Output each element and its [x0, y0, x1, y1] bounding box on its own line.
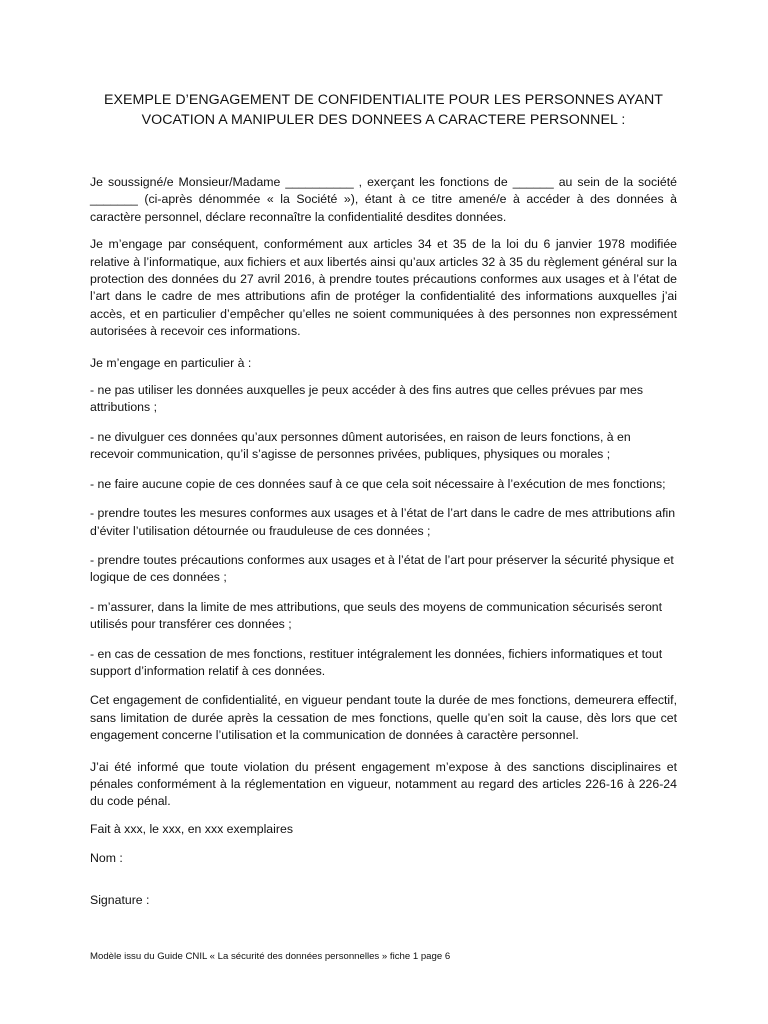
document-body: [90, 174, 677, 909]
list-item: - ne faire aucune copie de ces données sauf à ce que cela soit nécessaire à l’exécution de mes fonctions;: [90, 476, 666, 491]
intro-paragraph: Je soussigné/e Monsieur/Madame __________ , exerçant les fonctions de ______ au sein de la société _______ (ci-après dénommée « la Société »), étant à ce titre amené/e à accéder à des données à caractère personnel, déclare reconnaître la confidentialité desdites données.: [90, 175, 677, 224]
page-footer: Modèle issu du Guide CNIL « La sécurité des données personnelles » fiche 1 page 6: [90, 951, 451, 962]
list-item: - ne pas utiliser les données auxquelles je peux accéder à des fins autres que celles prévues par mes attributions ;: [90, 383, 643, 415]
document-title: [90, 90, 677, 130]
list-item: - ne divulguer ces données qu’aux personnes dûment autorisées, en raison de leurs fonctions, à en recevoir communication, qu’il s’agisse de personnes privées, publiques, physiques ou morales ;: [90, 429, 631, 462]
engagement-list: [90, 382, 677, 680]
signature-label: Signature :: [90, 892, 150, 907]
nom-label: Nom :: [90, 851, 123, 866]
duration-paragraph: Cet engagement de confidentialité, en vigueur pendant toute la durée de mes fonctions, demeurera effectif, sans limitation de durée après la cessation de mes fonctions, quelle qu’en soit la cause, dès lors que cet engagement concerne l’utilisation et la communication de données à caractère personnel.: [90, 693, 677, 743]
list-intro: Je m’engage en particulier à :: [90, 355, 252, 370]
list-item: - prendre toutes les mesures conformes aux usages et à l’état de l’art dans le cadre de mes attributions afin d’éviter l’utilisation détournée ou frauduleuse de ces données ;: [90, 506, 676, 538]
list-item: - en cas de cessation de mes fonctions, restituer intégralement les données, fichiers informatiques et tout support d’information relatif à ces données.: [90, 646, 663, 678]
sanctions-paragraph: J’ai été informé que toute violation du présent engagement m’expose à des sanctions disciplinaires et pénales conformément à la réglementation en vigueur, notamment au regard des articles 226-16 à 226-24 du code pénal.: [90, 759, 677, 809]
title-line-2: VOCATION A MANIPULER DES DONNEES A CARACTERE PERSONNEL :: [141, 112, 626, 128]
fait-line: Fait à xxx, le xxx, en xxx exemplaires: [90, 821, 293, 836]
engagement-paragraph: Je m’engage par conséquent, conformément aux articles 34 et 35 de la loi du 6 janvier 1978 modifiée relative à l’informatique, aux fichiers et aux libertés ainsi qu’aux articles 32 à 35 du règlement général sur la protection des données du 27 avril 2016, à prendre toutes précautions conformes aux usages et à l’état de l’art dans le cadre de mes attributions afin de protéger la confidentialité des informations auxquelles j’ai accès, et en particulier d’empêcher qu’elles ne soient communiquées à des personnes non expressément autorisées à recevoir ces informations.: [90, 237, 677, 339]
list-item: - m’assurer, dans la limite de mes attributions, que seuls des moyens de communication sécurisés seront utilisés pour transférer ces données ;: [90, 599, 663, 632]
list-item: - prendre toutes précautions conformes aux usages et à l’état de l’art pour préserver la sécurité physique et logique de ces données ;: [90, 552, 674, 585]
title-line-1: EXEMPLE D’ENGAGEMENT DE CONFIDENTIALITE POUR LES PERSONNES AYANT: [104, 92, 663, 108]
